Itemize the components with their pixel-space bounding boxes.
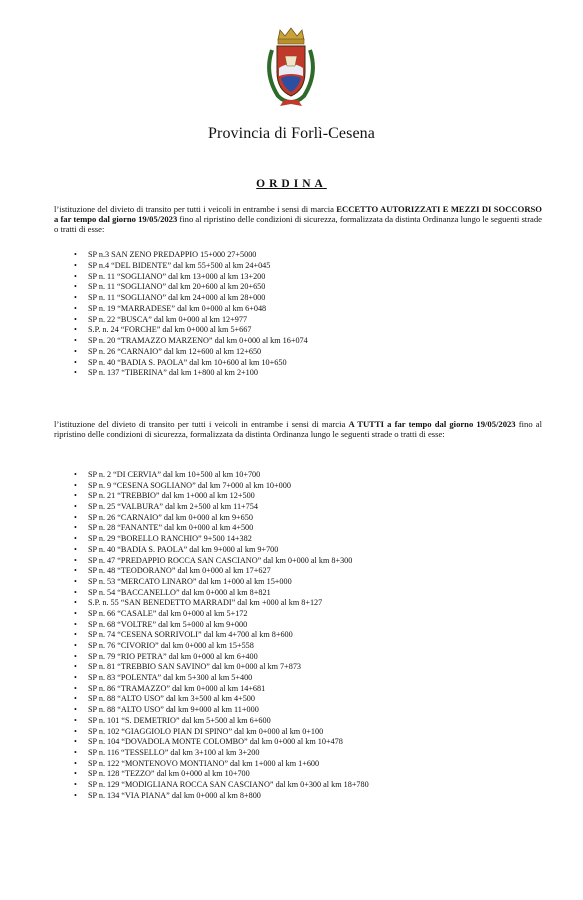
road-list-item: • SP n. 101 “S. DEMETRIO” dal km 5+500 al km 6+600 xyxy=(74,716,369,727)
road-list-item: • SP n. 29 “BORELLO RANCHIO” 9+500 14+382 xyxy=(74,534,369,545)
road-list-item: • SP n. 81 “TREBBIO SAN SAVINO” dal km 0+000 al km 7+873 xyxy=(74,662,369,673)
road-list-item: • SP n. 11 “SOGLIANO” dal km 20+600 al km 20+650 xyxy=(74,282,308,293)
road-list-item: • SP n. 137 “TIBERINA” dal km 1+800 al km 2+100 xyxy=(74,368,308,379)
road-list-item: • S.P. n. 55 “SAN BENEDETTO MARRADI” dal km +000 al km 8+127 xyxy=(74,598,369,609)
road-list-item: • SP n.4 “DEL BIDENTE” dal km 55+500 al km 24+045 xyxy=(74,261,308,272)
road-list-item: • SP n. 129 “MODIGLIANA ROCCA SAN CASCIANO” dal km 0+300 al km 18+780 xyxy=(74,780,369,791)
road-list-item: • SP n. 66 “CASALE” dal km 0+000 al km 5+172 xyxy=(74,609,369,620)
section2-intro-bold: A TUTTI a far tempo dal giorno 19/05/2023 xyxy=(348,419,516,429)
road-list-item: • SP n. 122 “MONTENOVO MONTIANO” dal km 1+000 al km 1+600 xyxy=(74,759,369,770)
road-list-item: • SP n. 40 “BADIA S. PAOLA” dal km 10+600 al km 10+650 xyxy=(74,358,308,369)
road-list-item: • SP n. 20 “TRAMAZZO MARZENO” dal km 0+000 al km 16+074 xyxy=(74,336,308,347)
road-list-item: • SP n. 28 “FANANTE” dal km 0+000 al km 4+500 xyxy=(74,523,369,534)
road-list-item: • SP n. 11 “SOGLIANO” dal km 13+000 al km 13+200 xyxy=(74,272,308,283)
road-list-item: • SP n. 88 “ALTO USO” dal km 3+500 al km 4+500 xyxy=(74,694,369,705)
road-list-item: • S.P. n. 24 “FORCHE” dal km 0+000 al km 5+667 xyxy=(74,325,308,336)
road-list-item: • SP n. 22 “BUSCA” dal km 0+000 al km 12+977 xyxy=(74,315,308,326)
road-list-item: • SP n. 47 “PREDAPPIO ROCCA SAN CASCIANO” dal km 0+000 al km 8+300 xyxy=(74,556,369,567)
road-list-item: • SP n. 76 “CIVORIO” dal km 0+000 al km 15+558 xyxy=(74,641,369,652)
road-list-item: • SP n. 88 “ALTO USO” dal km 9+000 al km 11+000 xyxy=(74,705,369,716)
road-list-item: • SP n. 79 “RIO PETRA” dal km 0+000 al km 6+400 xyxy=(74,652,369,663)
road-list-item: • SP n. 2 “DI CERVIA” dal km 10+500 al km 10+700 xyxy=(74,470,369,481)
section1-intro xyxy=(54,204,542,235)
section1-intro-bold: ECCETTO AUTORIZZATI E MEZZI DI SOCCORSO a far tempo dal giorno 19/05/2023 xyxy=(54,204,542,225)
road-list-item: • SP n. 25 “VALBURA” dal km 2+500 al km 11+754 xyxy=(74,502,369,513)
road-list-item: • SP n. 11 “SOGLIANO” dal km 24+000 al km 28+000 xyxy=(74,293,308,304)
section2-intro-text: l’istituzione del divieto di transito per tutti i veicoli in entrambe i sensi di marcia xyxy=(54,419,349,429)
road-list-item: • SP n.3 SAN ZENO PREDAPPIO 15+000 27+5000 xyxy=(74,250,308,261)
road-list-item: • SP n. 21 “TREBBIO” dal km 1+000 al km 12+500 xyxy=(74,491,369,502)
road-list-item: • SP n. 134 “VIA PIANA” dal km 0+000 al km 8+800 xyxy=(74,791,369,802)
section2-intro-tail: fino al ripristino delle condizioni di sicurezza, formalizzata da distinta Ordinanza lungo le seguenti strade o tratti di esse: xyxy=(54,419,543,440)
road-list-all-vehicles xyxy=(74,470,369,801)
road-list-item: • SP n. 74 “CESENA SORRIVOLI” dal km 4+700 al km 8+600 xyxy=(74,630,369,641)
road-list-item: • SP n. 26 “CARNAIO” dal km 0+000 al km 9+650 xyxy=(74,513,369,524)
road-list-item: • SP n. 9 “CESENA SOGLIANO” dal km 7+000 al km 10+000 xyxy=(74,481,369,492)
road-list-item: • SP n. 40 “BADIA S. PAOLA” dal km 9+000 al km 9+700 xyxy=(74,545,369,556)
section2-intro xyxy=(54,419,542,439)
road-list-item: • SP n. 102 “GIAGGIOLO PIAN DI SPINO” dal km 0+000 al km 0+100 xyxy=(74,727,369,738)
road-list-item: • SP n. 54 “BACCANELLO” dal km 0+000 al km 8+821 xyxy=(74,588,369,599)
road-list-item: • SP n. 68 “VOLTRE” dal km 5+000 al km 9+000 xyxy=(74,620,369,631)
section1-intro-tail: fino al ripristino delle condizioni di sicurezza, formalizzata da distinta Ordinanza lungo le seguenti strade o tratti di esse: xyxy=(54,214,542,235)
road-list-item: • SP n. 116 “TESSELLO” dal km 3+100 al km 3+200 xyxy=(74,748,369,759)
order-title: ORDINA xyxy=(256,178,327,190)
coat-of-arms-icon xyxy=(262,26,320,110)
road-list-item: • SP n. 86 “TRAMAZZO” dal km 0+000 al km 14+681 xyxy=(74,684,369,695)
road-list-item: • SP n. 83 “POLENTA” dal km 5+300 al km 5+400 xyxy=(74,673,369,684)
road-list-item: • SP n. 104 “DOVADOLA MONTE COLOMBO” dal km 0+000 al km 10+478 xyxy=(74,737,369,748)
road-list-item: • SP n. 128 “TEZZO” dal km 0+000 al km 10+700 xyxy=(74,769,369,780)
section1-intro-text: l’istituzione del divieto di transito per tutti i veicoli in entrambe i sensi di marcia xyxy=(54,204,337,214)
road-list-item: • SP n. 26 “CARNAIO” dal km 12+600 al km 12+650 xyxy=(74,347,308,358)
road-list-item: • SP n. 48 “TEODORANO” dal km 0+000 al km 17+627 xyxy=(74,566,369,577)
road-list-item: • SP n. 53 “MERCATO LINARO” dal km 1+000 al km 15+000 xyxy=(74,577,369,588)
road-list-item: • SP n. 19 “MARRADESE” dal km 0+000 al km 6+048 xyxy=(74,304,308,315)
road-list-authorized-exception xyxy=(74,250,308,379)
province-name: Provincia di Forlì-Cesena xyxy=(208,125,375,142)
